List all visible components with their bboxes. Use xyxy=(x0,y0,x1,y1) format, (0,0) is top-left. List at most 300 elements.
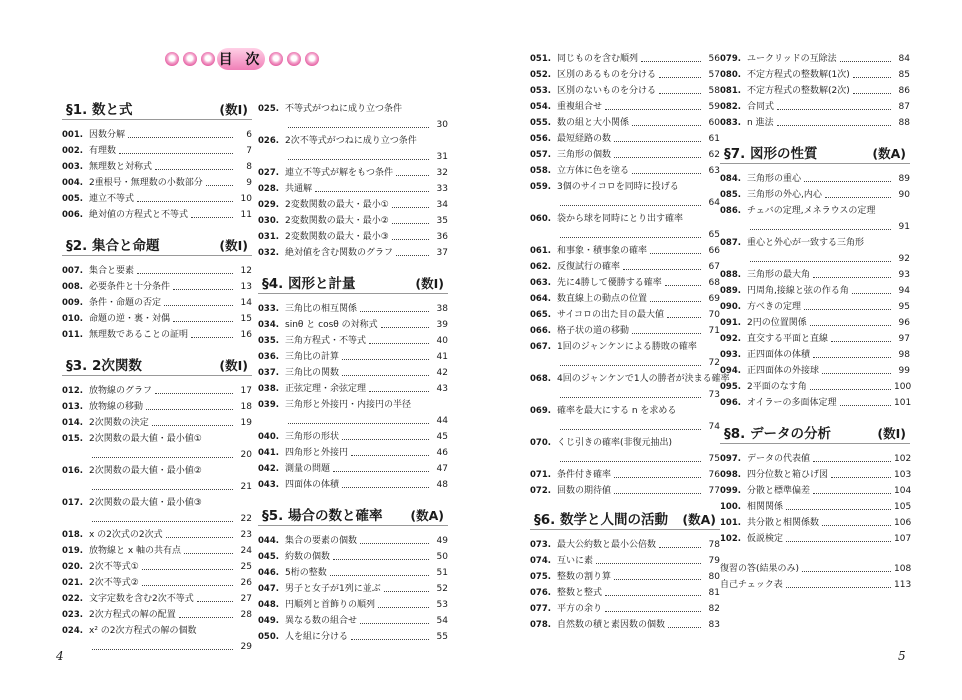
entry-number: 028. xyxy=(258,184,279,194)
entry-title: 回数の期待値 xyxy=(557,486,612,496)
entry-number: 072. xyxy=(530,486,551,496)
entry-title: 命題の逆・裏・対偶 xyxy=(89,314,171,324)
entry-title: 三角比の相互関係 xyxy=(285,304,358,314)
entry-page: 11 xyxy=(240,210,252,220)
dot-leader xyxy=(92,457,233,458)
entry-title: 人を組に分ける xyxy=(285,632,349,642)
toc-entry[interactable] xyxy=(258,242,448,258)
entry-title: ユークリッドの互除法 xyxy=(747,54,837,64)
entry-title: 整数と整式 xyxy=(557,588,603,598)
entry-number: 014. xyxy=(62,418,83,428)
entry-title: サイコロの出た目の最大値 xyxy=(557,310,665,320)
toc-title xyxy=(165,48,315,72)
dot-leader xyxy=(381,327,429,328)
entry-page: 47 xyxy=(436,464,448,474)
toc-entry[interactable] xyxy=(62,588,252,604)
toc-entry[interactable] xyxy=(258,226,448,242)
toc-entry[interactable] xyxy=(720,344,910,360)
dot-leader xyxy=(330,575,429,576)
section-subject: (数Ⅰ) xyxy=(415,276,444,291)
toc-entry[interactable] xyxy=(258,330,448,346)
entry-page: 80 xyxy=(708,572,720,582)
toc-entry[interactable] xyxy=(258,610,448,626)
entry-title: くじ引きの確率(非復元抽出) xyxy=(557,438,673,448)
toc-entry[interactable] xyxy=(258,546,448,562)
entry-page: 12 xyxy=(240,266,252,276)
entry-page: 71 xyxy=(708,326,720,336)
entry-number: 020. xyxy=(62,562,83,572)
toc-entry[interactable] xyxy=(530,272,720,288)
entry-number: 008. xyxy=(62,282,83,292)
entry-number: 069. xyxy=(530,406,551,416)
toc-entry[interactable] xyxy=(62,604,252,620)
toc-entry[interactable] xyxy=(530,534,720,550)
toc-entry[interactable] xyxy=(720,574,910,590)
toc-entry[interactable] xyxy=(62,572,252,588)
entry-number: 073. xyxy=(530,540,551,550)
toc-entry[interactable] xyxy=(258,130,448,162)
entry-title: 格子状の道の移動 xyxy=(557,326,630,336)
entry-page: 25 xyxy=(240,562,252,572)
entry-title: 連立不等式が解をもつ条件 xyxy=(285,168,394,178)
entry-number: 047. xyxy=(258,584,279,594)
pink-bullet-icon xyxy=(287,52,301,66)
entry-number: 011. xyxy=(62,330,83,340)
toc-entry[interactable] xyxy=(530,160,720,176)
dot-leader xyxy=(810,389,891,390)
toc-entry[interactable] xyxy=(720,392,910,408)
entry-title: 確率を最大にする n を求める xyxy=(557,406,677,416)
toc-entry[interactable] xyxy=(720,200,910,232)
section-subject: (数Ⅰ) xyxy=(219,238,248,253)
entry-number: 049. xyxy=(258,616,279,626)
entry-number: 086. xyxy=(720,206,741,216)
page-number-right: 5 xyxy=(898,649,906,663)
entry-page: 50 xyxy=(436,552,448,562)
entry-number: 096. xyxy=(720,398,741,408)
toc-entry[interactable] xyxy=(62,540,252,556)
toc-entry[interactable] xyxy=(720,64,910,80)
entry-number: 075. xyxy=(530,572,551,582)
dot-leader xyxy=(614,493,701,494)
entry-title: 共分散と相関係数 xyxy=(747,518,820,528)
entry-title: 2次不等式がつねに成り立つ条件 xyxy=(285,136,417,146)
toc-entry[interactable] xyxy=(530,176,720,208)
section-heading xyxy=(258,272,448,294)
toc-entry[interactable] xyxy=(258,426,448,442)
entry-number: 019. xyxy=(62,546,83,556)
toc-entry[interactable] xyxy=(62,172,252,188)
toc-entry[interactable] xyxy=(530,566,720,582)
entry-page: 20 xyxy=(240,450,252,460)
dot-leader xyxy=(840,61,891,62)
dot-leader xyxy=(623,269,701,270)
dot-leader xyxy=(384,591,429,592)
entry-number: 094. xyxy=(720,366,741,376)
entry-number: 082. xyxy=(720,102,741,112)
entry-title: x の2次式の2次式 xyxy=(89,530,163,540)
entry-title: 2重根号・無理数の小数部分 xyxy=(89,178,203,188)
entry-number: 053. xyxy=(530,86,551,96)
entry-page: 15 xyxy=(240,314,252,324)
entry-page: 43 xyxy=(436,384,448,394)
entry-number: 066. xyxy=(530,326,551,336)
toc-entry[interactable] xyxy=(62,156,252,172)
entry-number: 035. xyxy=(258,336,279,346)
entry-page: 44 xyxy=(436,416,448,426)
section-subject: (数A) xyxy=(872,146,906,161)
entry-title: 2次関数の最大値・最小値① xyxy=(89,434,202,444)
entry-title: 共通解 xyxy=(285,184,313,194)
entry-page: 36 xyxy=(436,232,448,242)
entry-title: 円順列と首飾りの順列 xyxy=(285,600,376,610)
dot-leader xyxy=(822,373,891,374)
toc-entry[interactable] xyxy=(530,128,720,144)
entry-page: 24 xyxy=(240,546,252,556)
toc-entry[interactable] xyxy=(530,368,730,400)
section-heading xyxy=(62,354,252,376)
toc-entry[interactable] xyxy=(720,112,910,128)
entry-number: 024. xyxy=(62,626,83,636)
toc-entry[interactable] xyxy=(530,304,720,320)
toc-entry[interactable] xyxy=(530,550,720,566)
dot-leader xyxy=(342,487,429,488)
toc-entry[interactable] xyxy=(62,620,252,652)
entry-page: 63 xyxy=(708,166,720,176)
entry-title: 方べきの定理 xyxy=(747,302,802,312)
entry-number: 058. xyxy=(530,166,551,176)
toc-entry[interactable] xyxy=(62,140,252,156)
entry-number: 083. xyxy=(720,118,741,128)
toc-entry[interactable] xyxy=(720,296,910,312)
entry-number: 071. xyxy=(530,470,551,480)
toc-entry[interactable] xyxy=(62,204,252,220)
entry-title: 絶対値を含む関数のグラフ xyxy=(285,248,394,258)
toc-entry[interactable] xyxy=(258,314,448,330)
entry-page: 31 xyxy=(436,152,448,162)
toc-entry[interactable] xyxy=(258,562,448,578)
toc-entry[interactable] xyxy=(720,496,910,512)
dot-leader xyxy=(810,325,891,326)
dot-leader xyxy=(191,217,233,218)
toc-entry[interactable] xyxy=(258,298,448,314)
toc-entry[interactable] xyxy=(720,328,910,344)
entry-title: 正四面体の体積 xyxy=(747,350,811,360)
entry-title: データの代表値 xyxy=(747,454,811,464)
toc-entry[interactable] xyxy=(720,184,910,200)
entry-title: 不等式がつねに成り立つ条件 xyxy=(285,104,403,114)
entry-title: 4回のジャンケンで1人の勝者が決まる確率 xyxy=(557,374,730,384)
entry-number: 025. xyxy=(258,104,279,114)
toc-entry[interactable] xyxy=(720,48,910,64)
entry-page: 92 xyxy=(898,254,910,264)
dot-leader xyxy=(137,201,233,202)
entry-title: 不定方程式の整数解(1次) xyxy=(747,70,850,80)
entry-page: 102 xyxy=(894,454,912,464)
toc-entry[interactable] xyxy=(530,240,720,256)
dot-leader xyxy=(184,553,233,554)
toc-entry[interactable] xyxy=(530,400,720,432)
toc-entry[interactable] xyxy=(530,288,720,304)
toc-entry[interactable] xyxy=(62,460,252,492)
appendix-list xyxy=(720,558,910,590)
entry-page: 113 xyxy=(894,580,912,590)
toc-entry[interactable] xyxy=(258,98,448,130)
entry-title: 無理数であることの証明 xyxy=(89,330,189,340)
toc-entry[interactable] xyxy=(258,210,448,226)
entry-page: 17 xyxy=(240,386,252,396)
entry-number: 021. xyxy=(62,578,83,588)
toc-entry[interactable] xyxy=(258,194,448,210)
toc-entry[interactable] xyxy=(720,280,910,296)
dot-leader xyxy=(804,309,891,310)
dot-leader xyxy=(853,77,891,78)
toc-entry[interactable] xyxy=(258,394,448,426)
entry-title: 三角形と外接円・内接円の半径 xyxy=(285,400,412,410)
toc-entry[interactable] xyxy=(720,80,910,96)
entry-page: 13 xyxy=(240,282,252,292)
entry-page: 26 xyxy=(240,578,252,588)
toc-entry[interactable] xyxy=(720,168,910,184)
pink-bullet-icon xyxy=(305,52,319,66)
entry-number: 015. xyxy=(62,434,83,444)
toc-entry[interactable] xyxy=(530,48,720,64)
dot-leader xyxy=(206,185,233,186)
entry-title: 立方体に色を塗る xyxy=(557,166,630,176)
entry-number: 079. xyxy=(720,54,741,64)
entry-number: 016. xyxy=(62,466,83,476)
dot-leader xyxy=(614,579,701,580)
dot-leader xyxy=(360,543,429,544)
toc-entry[interactable] xyxy=(258,362,448,378)
entry-page: 8 xyxy=(246,162,252,172)
toc-entry[interactable] xyxy=(62,308,252,324)
entry-page: 67 xyxy=(708,262,720,272)
entry-title: 重複組合せ xyxy=(557,102,603,112)
toc-entry[interactable] xyxy=(530,582,720,598)
toc-entry[interactable] xyxy=(720,312,910,328)
toc-entry[interactable] xyxy=(258,594,448,610)
toc-entry[interactable] xyxy=(258,178,448,194)
entry-page: 22 xyxy=(240,514,252,524)
entry-number: 098. xyxy=(720,470,741,480)
toc-entry[interactable] xyxy=(530,614,720,630)
entry-number: 017. xyxy=(62,498,83,508)
entry-number: 063. xyxy=(530,278,551,288)
toc-entry[interactable] xyxy=(530,208,720,240)
dot-leader xyxy=(605,611,701,612)
toc-entry[interactable] xyxy=(530,336,720,368)
entry-page: 9 xyxy=(246,178,252,188)
entry-page: 84 xyxy=(898,54,910,64)
entry-number: 030. xyxy=(258,216,279,226)
entry-title: 相関関係 xyxy=(747,502,784,512)
toc-entry[interactable] xyxy=(62,524,252,540)
toc-entry[interactable] xyxy=(62,188,252,204)
entry-page: 14 xyxy=(240,298,252,308)
toc-entry[interactable] xyxy=(720,96,910,112)
dot-leader xyxy=(173,289,233,290)
entry-title: sinθ と cosθ の対称式 xyxy=(285,320,378,330)
toc-entry[interactable] xyxy=(62,492,252,524)
toc-entry[interactable] xyxy=(720,264,910,280)
entry-title: 最短経路の数 xyxy=(557,134,612,144)
entry-number: 012. xyxy=(62,386,83,396)
entry-title: 分散と標準偏差 xyxy=(747,486,811,496)
dot-leader xyxy=(392,223,429,224)
dot-leader xyxy=(596,563,701,564)
entry-title: 連立不等式 xyxy=(89,194,135,204)
toc-entry[interactable] xyxy=(62,556,252,572)
entry-title: 数直線上の動点の位置 xyxy=(557,294,648,304)
dot-leader xyxy=(369,343,429,344)
entry-title: 集合と要素 xyxy=(89,266,135,276)
toc-entry[interactable] xyxy=(258,578,448,594)
toc-entry[interactable] xyxy=(62,292,252,308)
toc-entry[interactable] xyxy=(530,144,720,160)
entry-title: 数の組と大小関係 xyxy=(557,118,630,128)
entry-page: 61 xyxy=(708,134,720,144)
entry-page: 94 xyxy=(898,286,910,296)
entry-page: 59 xyxy=(708,102,720,112)
section-subject: (数Ⅰ) xyxy=(219,358,248,373)
entry-page: 95 xyxy=(898,302,910,312)
entry-title: 3個のサイコロを同時に投げる xyxy=(557,182,679,192)
entry-title: 正弦定理・余弦定理 xyxy=(285,384,367,394)
entry-number: 090. xyxy=(720,302,741,312)
dot-leader xyxy=(152,425,233,426)
dot-leader xyxy=(650,301,701,302)
entry-number: 064. xyxy=(530,294,551,304)
entry-number: 054. xyxy=(530,102,551,112)
toc-entry[interactable] xyxy=(258,458,448,474)
entry-title: 2平面のなす角 xyxy=(747,382,807,392)
toc-entry[interactable] xyxy=(530,598,720,614)
entry-page: 79 xyxy=(708,556,720,566)
entry-number: 029. xyxy=(258,200,279,210)
entry-title: 2次関数の最大値・最小値③ xyxy=(89,498,202,508)
toc-entry[interactable] xyxy=(530,112,720,128)
dot-leader xyxy=(813,493,891,494)
entry-title: 同じものを含む順列 xyxy=(557,54,639,64)
entry-page: 39 xyxy=(436,320,448,330)
toc-entry[interactable] xyxy=(530,320,720,336)
entry-title: 仮説検定 xyxy=(747,534,784,544)
dot-leader xyxy=(392,207,429,208)
page-number-left: 4 xyxy=(56,649,64,663)
entry-number: 078. xyxy=(530,620,551,630)
toc-entry[interactable] xyxy=(530,96,720,112)
entry-title: 反復試行の確率 xyxy=(557,262,621,272)
entry-number: 097. xyxy=(720,454,741,464)
section-title: §8. データの分析 xyxy=(724,426,831,442)
toc-entry[interactable] xyxy=(720,528,910,544)
dot-leader xyxy=(641,61,701,62)
entry-title: 集合の要素の個数 xyxy=(285,536,358,546)
toc-entry[interactable] xyxy=(720,464,910,480)
dot-leader xyxy=(333,559,429,560)
entry-number: 010. xyxy=(62,314,83,324)
entry-page: 18 xyxy=(240,402,252,412)
entry-page: 98 xyxy=(898,350,910,360)
toc-entry[interactable] xyxy=(62,428,252,460)
dot-leader xyxy=(166,537,233,538)
toc-entry[interactable] xyxy=(62,412,252,428)
entry-number: 052. xyxy=(530,70,551,80)
toc-entry[interactable] xyxy=(720,232,910,264)
toc-entry[interactable] xyxy=(258,162,448,178)
toc-entry[interactable] xyxy=(258,378,448,394)
toc-entry[interactable] xyxy=(720,480,910,496)
dot-leader xyxy=(360,623,429,624)
dot-leader xyxy=(560,205,701,206)
entry-number: 057. xyxy=(530,150,551,160)
entry-title: 先に4勝して優勝する確率 xyxy=(557,278,662,288)
toc-entry[interactable] xyxy=(530,64,720,80)
entry-number: 088. xyxy=(720,270,741,280)
dot-leader xyxy=(342,375,429,376)
entry-page: 105 xyxy=(894,502,912,512)
section-subject: (数A) xyxy=(410,508,444,523)
dot-leader xyxy=(750,229,891,230)
toc-entry[interactable] xyxy=(530,480,720,496)
toc-entry[interactable] xyxy=(62,124,252,140)
entry-page: 100 xyxy=(894,382,912,392)
toc-entry[interactable] xyxy=(62,276,252,292)
toc-entry[interactable] xyxy=(258,474,448,490)
toc-column-3 xyxy=(530,48,730,630)
entry-number: 084. xyxy=(720,174,741,184)
entry-title: 2円の位置関係 xyxy=(747,318,807,328)
entry-title: 放物線のグラフ xyxy=(89,386,153,396)
toc-entry[interactable] xyxy=(720,512,910,528)
toc-entry[interactable] xyxy=(530,464,720,480)
entry-page: 57 xyxy=(708,70,720,80)
toc-entry[interactable] xyxy=(720,448,910,464)
toc-entry[interactable] xyxy=(62,380,252,396)
entry-number: 004. xyxy=(62,178,83,188)
entry-page: 90 xyxy=(898,190,910,200)
entry-page: 75 xyxy=(708,454,720,464)
toc-entry[interactable] xyxy=(258,346,448,362)
toc-entry[interactable] xyxy=(530,256,720,272)
toc-entry[interactable] xyxy=(258,442,448,458)
toc-entry[interactable] xyxy=(530,432,720,464)
pink-bullet-icon xyxy=(269,52,283,66)
toc-entry[interactable] xyxy=(258,530,448,546)
entry-page: 6 xyxy=(246,130,252,140)
entry-title: オイラーの多面体定理 xyxy=(747,398,837,408)
section-subject: (数A) xyxy=(682,512,716,527)
toc-entry[interactable] xyxy=(62,396,252,412)
toc-entry[interactable] xyxy=(720,376,910,392)
dot-leader xyxy=(667,317,701,318)
entry-number: 043. xyxy=(258,480,279,490)
section-title: §7. 図形の性質 xyxy=(724,146,818,162)
entry-title: 円周角,接線と弦の作る角 xyxy=(747,286,849,296)
dot-leader xyxy=(560,429,701,430)
entry-page: 37 xyxy=(436,248,448,258)
toc-entry[interactable] xyxy=(720,360,910,376)
entry-title: 三角比の関数 xyxy=(285,368,340,378)
entry-number: 001. xyxy=(62,130,83,140)
toc-entry[interactable] xyxy=(258,626,448,642)
entry-page: 74 xyxy=(708,422,720,432)
toc-entry[interactable] xyxy=(530,80,720,96)
toc-entry[interactable] xyxy=(62,324,252,340)
toc-entry[interactable] xyxy=(62,260,252,276)
toc-entry[interactable] xyxy=(720,558,910,574)
